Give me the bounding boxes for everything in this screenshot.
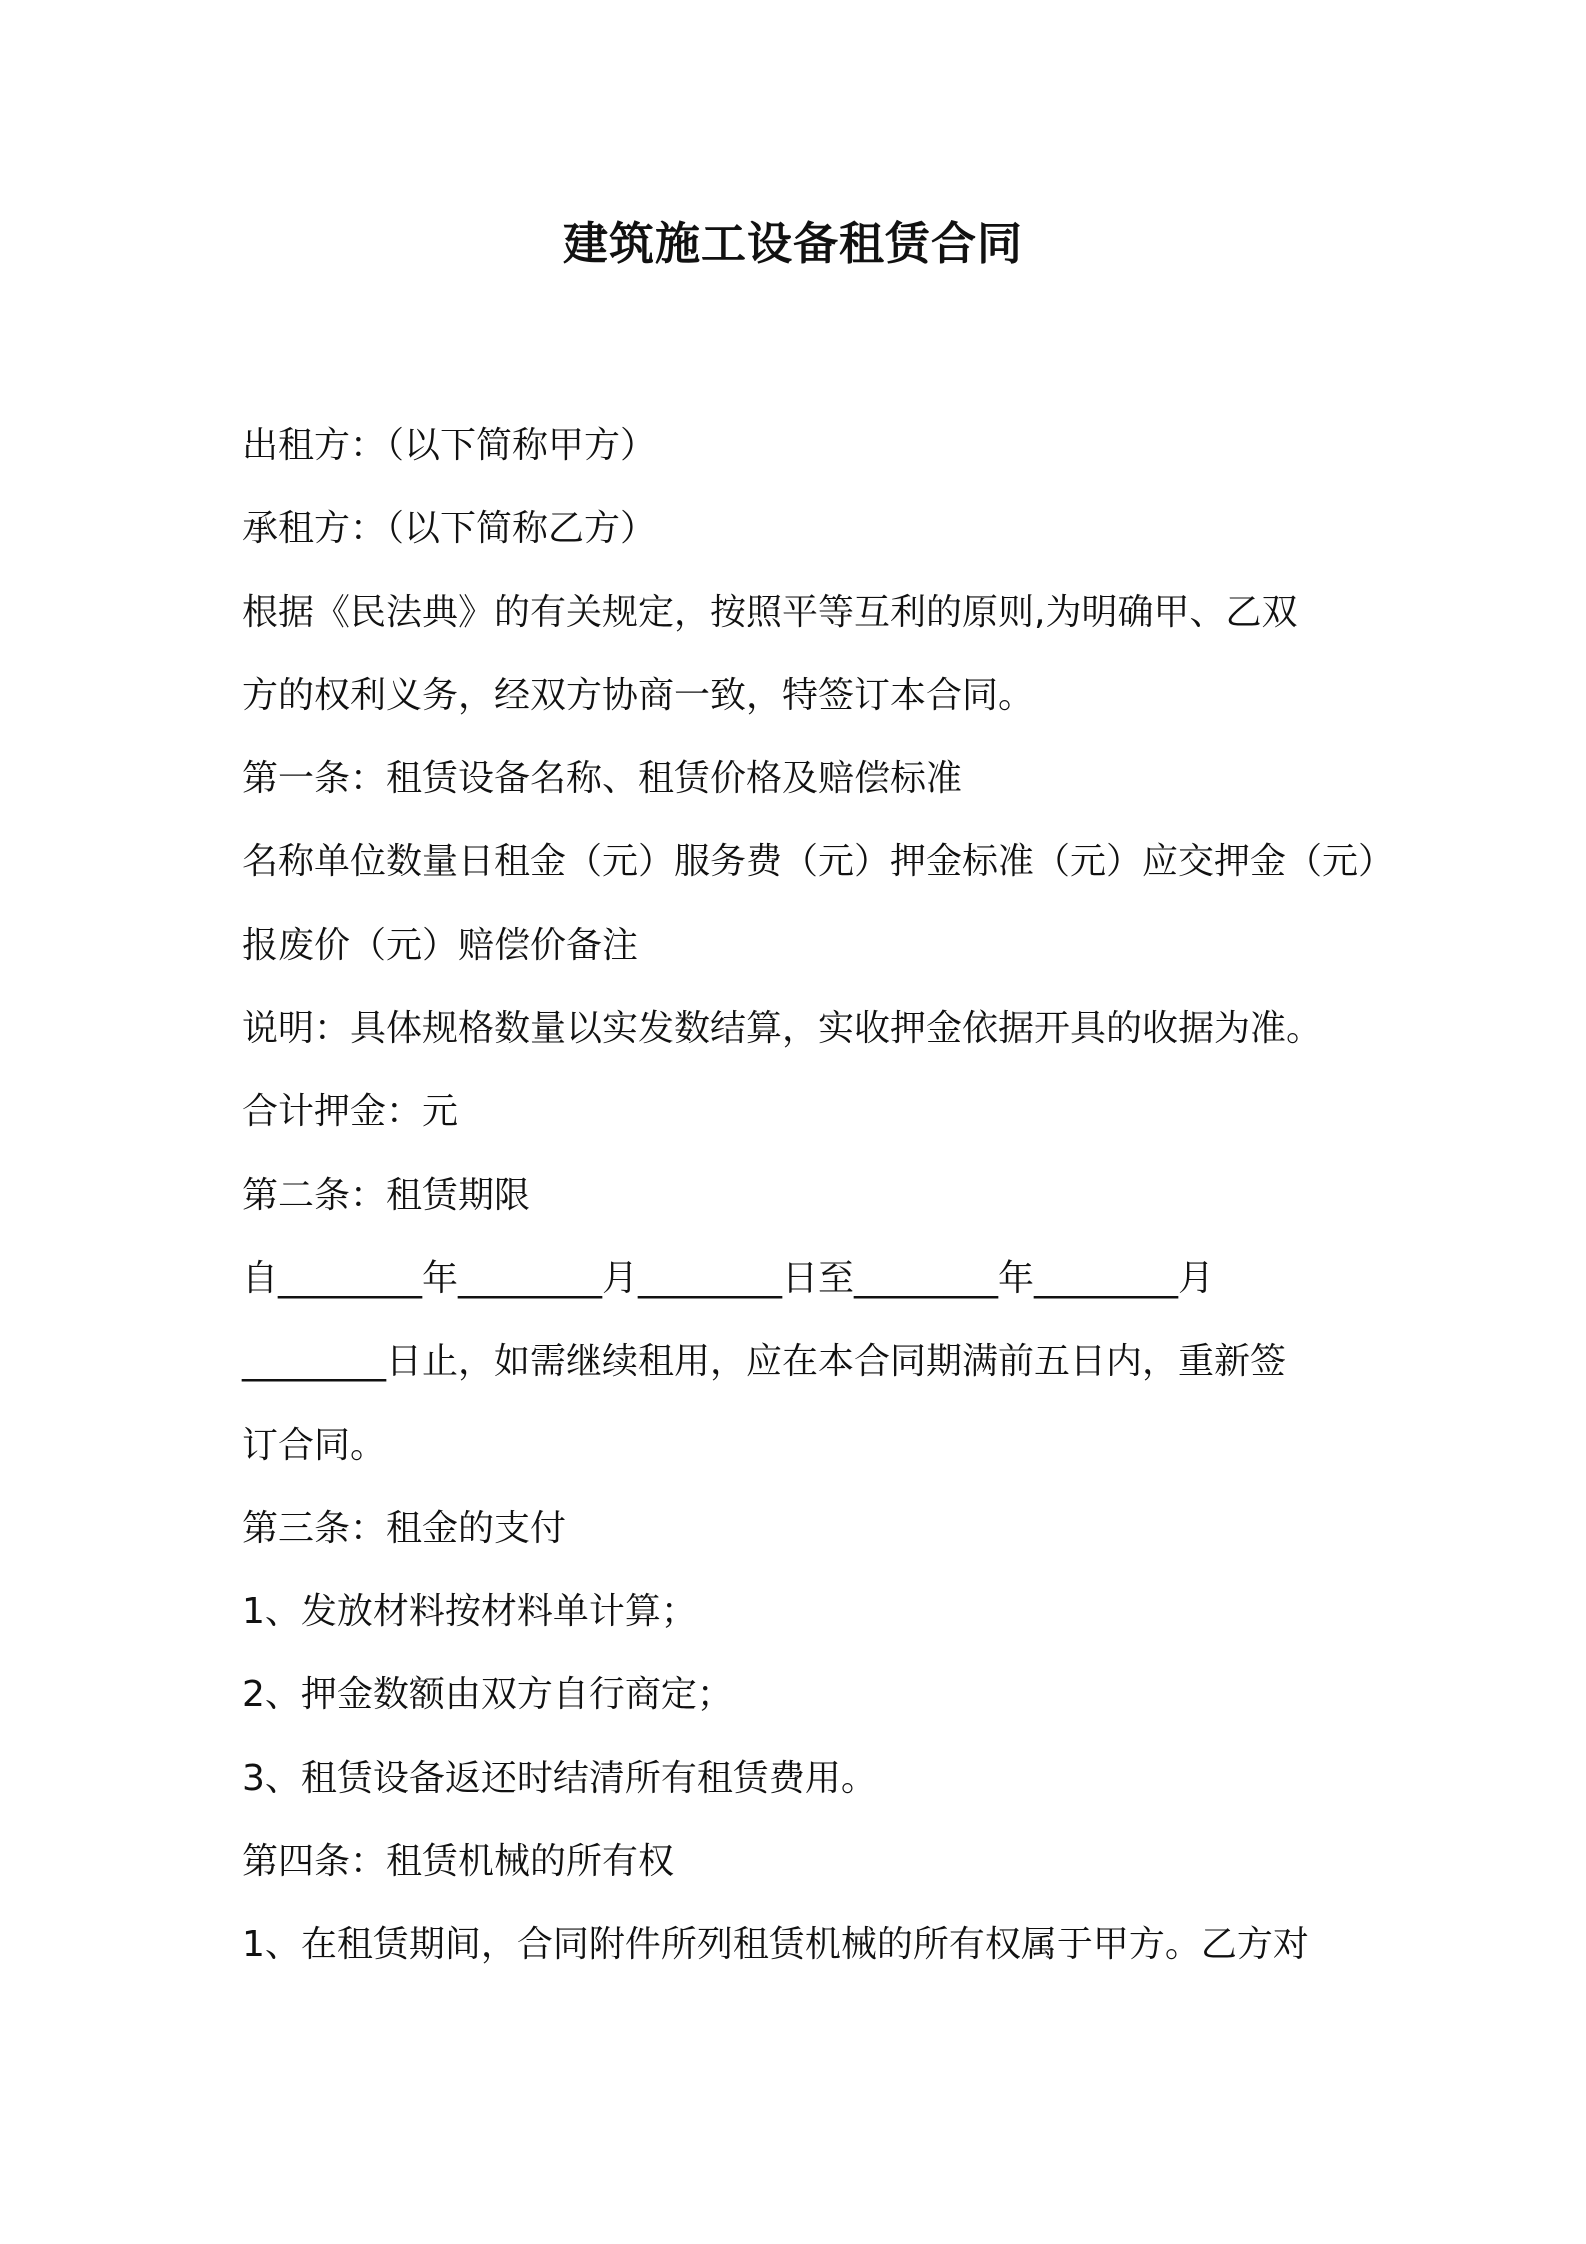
total-deposit-line: 合计押金：元 xyxy=(242,1091,459,1133)
equipment-columns-line-1: 名称单位数量日租金（元）服务费（元）押金标准（元）应交押金（元） xyxy=(242,841,1395,883)
payment-item-3: 3、租赁设备返还时结清所有租赁费用。 xyxy=(242,1757,877,1799)
article-4-heading: 第四条：租赁机械的所有权 xyxy=(242,1841,675,1883)
lessor-line: 出租方：（以下简称甲方） xyxy=(242,425,657,466)
article-3-heading: 第三条：租金的支付 xyxy=(242,1507,567,1549)
lease-term-line-2: ________日止，如需继续租用，应在本合同期满前五日内，重新签 xyxy=(242,1341,1287,1383)
lease-term-line-1: 自________年________月________日至________年________月 xyxy=(242,1257,1214,1299)
lessee-line: 承租方：（以下简称乙方） xyxy=(242,508,657,550)
preamble-line-2: 方的权利义务，经双方协商一致，特签订本合同。 xyxy=(242,674,1035,716)
payment-item-1: 1、发放材料按材料单计算； xyxy=(242,1591,697,1633)
document-title: 建筑施工设备租赁合同 xyxy=(562,217,1023,270)
equipment-note: 说明：具体规格数量以实发数结算，实收押金依据开具的收据为准。 xyxy=(242,1008,1323,1050)
article-1-heading: 第一条：租赁设备名称、租赁价格及赔偿标准 xyxy=(242,758,963,800)
lease-term-line-3: 订合同。 xyxy=(242,1424,387,1466)
payment-item-2: 2、押金数额由双方自行商定； xyxy=(242,1674,733,1716)
document-body xyxy=(242,404,1395,1987)
article-2-heading: 第二条：租赁期限 xyxy=(242,1174,531,1216)
ownership-item-1: 1、在租赁期间，合同附件所列租赁机械的所有权属于甲方。乙方对 xyxy=(242,1924,1309,1966)
equipment-columns-line-2: 报废价（元）赔偿价备注 xyxy=(242,924,639,966)
preamble-line-1: 根据《民法典》的有关规定，按照平等互利的原则,为明确甲、乙双 xyxy=(242,591,1298,633)
